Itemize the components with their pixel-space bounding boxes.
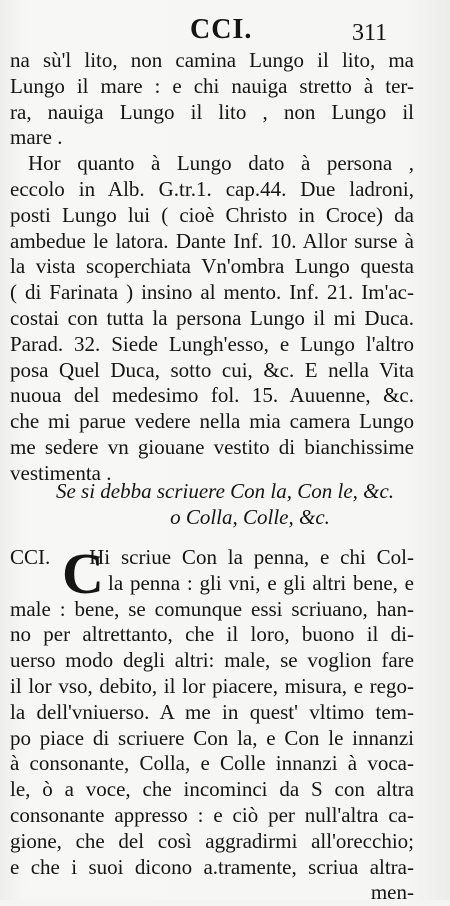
text-line: consonante appresso : e ciò per null'altra ca- bbox=[10, 802, 414, 827]
text-line: uerso modo degli altri: male, se voglion fare bbox=[10, 648, 414, 673]
text-line-content: Hi scriue Con la penna, e chi Col- bbox=[89, 545, 414, 569]
text-line: posti Lungo lui ( cioè Christo in Croce) da bbox=[10, 202, 414, 227]
text-line: che mi parue vedere nella mia camera Lungo bbox=[10, 409, 414, 434]
section-body bbox=[10, 541, 414, 906]
catchword: men- bbox=[370, 880, 414, 905]
text-line: la vista scoperchiata Vn'ombra Lungo questa bbox=[10, 254, 414, 279]
section-heading bbox=[0, 478, 450, 530]
text-line: mare . bbox=[10, 125, 63, 150]
text-line: gione, che del così aggradirmi all'orecchio; bbox=[10, 828, 414, 853]
main-text bbox=[10, 48, 414, 487]
text-line: me sedere vn giouane vestito di bianchissime bbox=[10, 434, 414, 459]
text-line: vestimenta . bbox=[10, 460, 112, 485]
text-line: na sù'l lito, non camina Lungo il lito, ma bbox=[10, 48, 414, 72]
text-line: no per altrettanto, che il loro, buono il di- bbox=[10, 622, 414, 647]
text-line: e che i suoi dicono a.tramente, scriua altra- bbox=[10, 854, 414, 879]
section-heading-line: o Colla, Colle, &c. bbox=[170, 505, 330, 529]
text-line: posa Quel Duca, sotto cui, &c. E nella Vita bbox=[10, 357, 414, 382]
text-line: à consonante, Colla, e Colle innanzi à voca- bbox=[10, 751, 414, 776]
text-line: po piace di scriuere Con la, e Con le innanzi bbox=[10, 725, 414, 750]
text-line: nuoua del medesimo fol. 15. Auuenne, &c. bbox=[10, 383, 414, 408]
running-head-section: CCI. bbox=[190, 14, 253, 45]
text-line: la penna : gli vni, e gli altri bene, e bbox=[108, 570, 414, 595]
section-heading-line: Se si debba scriuere Con la, Con le, &c. bbox=[55, 479, 395, 503]
text-line: Hor quanto à Lungo dato à persona , bbox=[28, 151, 414, 176]
page-header bbox=[0, 14, 450, 50]
text-line: le, ò a voce, che incominci da S con altra bbox=[10, 777, 414, 802]
text-line: Parad. 32. Siede Lungh'esso, e Lungo l'altro bbox=[10, 331, 414, 356]
text-line: il lor vso, debito, il lor piacere, misura, e rego- bbox=[10, 673, 414, 698]
text-line: Lungo il mare : e chi nauiga stretto à ter- bbox=[10, 73, 414, 98]
text-line: ambedue le latora. Dante Inf. 10. Allor surse à bbox=[10, 228, 414, 253]
text-line: ( di Farinata ) insino al mento. Inf. 21. Im'ac- bbox=[10, 280, 414, 305]
text-line: la dell'vniuerso. A me in quest' vltimo tem- bbox=[10, 699, 414, 724]
text-line: eccolo in Alb. G.tr.1. cap.44. Due ladroni, bbox=[10, 176, 414, 201]
section-number: CCI. bbox=[10, 545, 51, 569]
text-line: costai con tutta la persona Lungo il mi Duca. bbox=[10, 305, 414, 330]
drop-capital: C bbox=[62, 541, 104, 606]
text-line: ra, nauiga Lungo il lito , non Lungo il bbox=[10, 99, 414, 124]
page-number: 311 bbox=[352, 20, 388, 46]
text-line: male : bene, se comunque essi scriuano, han- bbox=[10, 596, 414, 621]
